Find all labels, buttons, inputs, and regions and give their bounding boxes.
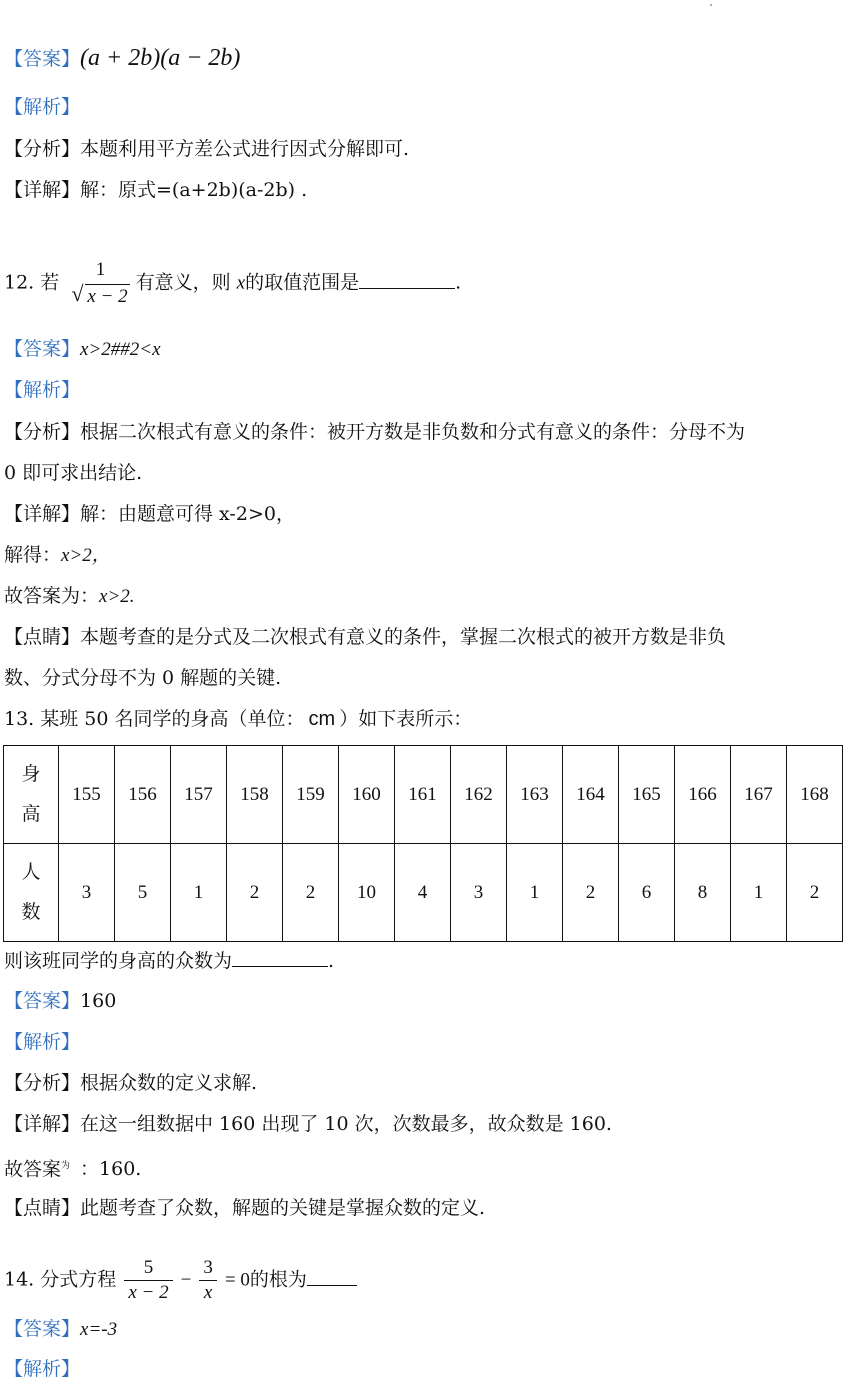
q13-ask: 则该班同学的身高的众数为: [4, 950, 233, 972]
final-value: ：160.: [80, 1158, 142, 1181]
q13-question-line: [4, 707, 472, 731]
q13-dianjing-line: [4, 1196, 485, 1220]
table-cell: 8: [675, 844, 731, 942]
page-dot: [710, 4, 712, 6]
table-row: [4, 844, 843, 942]
table-cell: 166: [675, 746, 731, 844]
answer-expression: (a + 2b)(a − 2b): [80, 45, 241, 71]
q12-dianjing-line1: [4, 625, 726, 649]
q13-answer-blank: [232, 948, 328, 967]
q12-answer-text: x>2##2<x: [80, 339, 161, 360]
q13-analysis-label: 【解析】: [4, 1031, 81, 1053]
table-cell: 2: [787, 844, 843, 942]
q13-question-end: ）如下表所示：: [339, 708, 473, 730]
table-cell: 164: [563, 746, 619, 844]
q12-fenxi-line2: 0 即可求出结论.: [4, 462, 143, 484]
q12-solve-line: [4, 543, 111, 568]
table-cell: 159: [283, 746, 339, 844]
q14-number: 14. 分式方程: [4, 1268, 117, 1291]
fenxi-text: 本题利用平方差公式进行因式分解即可.: [80, 138, 410, 160]
q13-ask-line: [4, 948, 334, 973]
answer-label: 【答案】: [4, 338, 81, 360]
q12-xiangjie-line: [4, 502, 295, 526]
fenxi-text: 根据二次根式有意义的条件：被开方数是非负数和分式有意义的条件：分母不为: [80, 421, 746, 443]
final-label: 故答案: [4, 1158, 62, 1181]
xiangjie-label: 【详解】: [4, 179, 81, 201]
q12-answer-blank: [359, 270, 455, 289]
q12-fraction: [67, 258, 133, 309]
answer-label: 【答案】: [4, 48, 81, 70]
q13-xiangjie-line: [4, 1112, 612, 1136]
dianjing-label: 【点睛】: [4, 626, 81, 648]
fenxi-label: 【分析】: [4, 1072, 81, 1094]
fenxi-text: 根据众数的定义求解.: [80, 1072, 258, 1094]
q13-ask-end: .: [328, 950, 335, 972]
table-cell: 2: [283, 844, 339, 942]
table-cell: 1: [171, 844, 227, 942]
q13-question: 13. 某班 50 名同学的身高（单位：: [4, 708, 305, 730]
fenxi-label: 【分析】: [4, 421, 81, 443]
q14-fraction-2: $\frac{3}{x}$: [199, 1256, 217, 1305]
q11-fenxi-line: [4, 137, 409, 161]
q12-final-line: [4, 584, 135, 609]
fenxi-label: 【分析】: [4, 138, 81, 160]
table-cell: 2: [563, 844, 619, 942]
table-cell: 165: [619, 746, 675, 844]
table-cell: 155: [59, 746, 115, 844]
q12-answer-line: [4, 337, 161, 362]
q12-dianjing-line2: 数、分式分母不为 0 解题的关键.: [4, 667, 282, 689]
table-cell: 163: [507, 746, 563, 844]
solve-label: 解得：: [4, 544, 62, 566]
final-tiny: 为: [61, 1161, 71, 1171]
xiangjie-text: 解：由题意可得 x-2>0，: [80, 503, 295, 525]
heights-table: [3, 745, 843, 942]
q14-minus: −: [180, 1269, 192, 1291]
table-cell: 3: [451, 844, 507, 942]
table-cell: 158: [227, 746, 283, 844]
q12-fenxi-line1: [4, 420, 745, 444]
q13-final-line: [4, 1154, 141, 1181]
xiangjie-label: 【详解】: [4, 503, 81, 525]
q12-var: x: [236, 272, 246, 294]
table-cell: 161: [395, 746, 451, 844]
q13-fenxi-line: [4, 1071, 257, 1095]
q12-sqrt: √ x − 2: [71, 281, 128, 307]
table-cell: 2: [227, 844, 283, 942]
table-row: [4, 746, 843, 844]
table-cell: 1: [507, 844, 563, 942]
q13-answer-line: [4, 989, 116, 1013]
table-cell: 168: [787, 746, 843, 844]
q14-text-end: 的根为: [249, 1268, 307, 1291]
q12-frac-numerator: 1: [95, 259, 106, 280]
xiangjie-text: 解：原式=(a+2b)(a-2b) .: [80, 179, 308, 201]
q14-question-line: [4, 1256, 357, 1305]
table-cell: 167: [731, 746, 787, 844]
q12-question-line: [4, 258, 461, 309]
q13-answer-text: 160: [80, 990, 117, 1012]
table-cell: 157: [171, 746, 227, 844]
q13-unit: cm: [308, 708, 336, 730]
answer-label: 【答案】: [4, 990, 81, 1012]
q14-answer-blank: [307, 1267, 357, 1286]
q12-number: 12. 若: [4, 271, 60, 294]
dianjing-text: 此题考查了众数，解题的关键是掌握众数的定义.: [80, 1197, 486, 1219]
table-cell: 156: [115, 746, 171, 844]
table-cell: 4: [395, 844, 451, 942]
row-head-height: 身 高: [4, 746, 59, 844]
table-cell: 3: [59, 844, 115, 942]
final-label: 故答案为：: [4, 585, 100, 607]
table-cell: 10: [339, 844, 395, 942]
q14-analysis-label: 【解析】: [4, 1358, 81, 1380]
xiangjie-text: 在这一组数据中 160 出现了 10 次，次数最多，故众数是 160.: [80, 1113, 612, 1135]
q12-text-after: 有意义，则: [135, 271, 231, 294]
q14-fraction-1: $\frac{5}{x - 2}$: [124, 1256, 172, 1305]
table-cell: 160: [339, 746, 395, 844]
dianjing-text: 本题考查的是分式及二次根式有意义的条件，掌握二次根式的被开方数是非负: [80, 626, 727, 648]
xiangjie-label: 【详解】: [4, 1113, 81, 1135]
q12-end-dot: .: [455, 271, 462, 294]
final-value: x>2.: [99, 586, 135, 607]
table-cell: 5: [115, 844, 171, 942]
table-cell: 162: [451, 746, 507, 844]
q11-xiangjie-line: [4, 178, 307, 202]
dianjing-label: 【点睛】: [4, 1197, 81, 1219]
q12-text-end: 的取值范围是: [245, 271, 360, 294]
q14-equals: = 0: [224, 1269, 250, 1291]
solve-value: x>2，: [61, 545, 111, 566]
table-cell: 6: [619, 844, 675, 942]
q11-analysis-label: 【解析】: [4, 96, 81, 118]
q14-answer-line: [4, 1317, 117, 1342]
row-head-count: 人 数: [4, 844, 59, 942]
q11-answer-line: [4, 46, 240, 71]
answer-label: 【答案】: [4, 1318, 81, 1340]
table-cell: 1: [731, 844, 787, 942]
q14-answer-text: x=-3: [80, 1319, 118, 1340]
q12-analysis-label: 【解析】: [4, 379, 81, 401]
q12-radicand: x − 2: [87, 286, 128, 307]
